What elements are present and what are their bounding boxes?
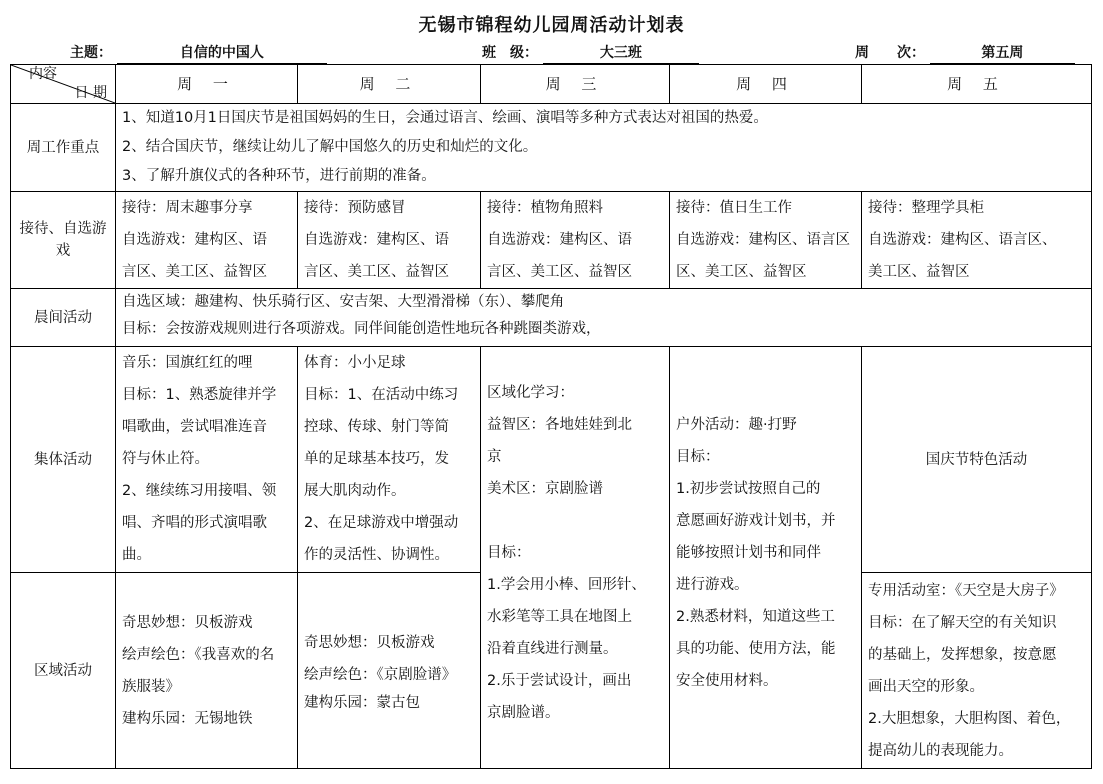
focus-row-label: 周工作重点: [11, 104, 116, 192]
corner-cell: [11, 65, 116, 104]
class-value: 大三班: [543, 42, 699, 64]
reception-row-label: 接待、自选游戏: [11, 192, 116, 289]
header-row: [11, 65, 1092, 104]
wednesday-combined-activity: 区域化学习： 益智区：各地娃娃到北 京 美术区：京剧脸谱 目标： 1.学会用小棒、回形针、 水彩笔等工具在地图上 沿着直线进行测量。 2.乐于尝试设计，画出 京剧脸谱。: [481, 347, 670, 769]
reception-monday: 接待：周末趣事分享 自选游戏：建构区、语 言区、美工区、益智区: [116, 192, 298, 289]
activity-plan-table: [10, 64, 1092, 769]
focus-line: 3、了解升旗仪式的各种环节，进行前期的准备。: [122, 168, 436, 184]
focus-content: [116, 104, 1092, 192]
reception-thursday: 接待：值日生工作 自选游戏：建构区、语言区 区、美工区、益智区: [670, 192, 862, 289]
corner-date-label: 日 期: [74, 85, 107, 101]
reception-tuesday: 接待：预防感冒 自选游戏：建构区、语 言区、美工区、益智区: [298, 192, 481, 289]
week-label: 周 次：: [855, 45, 925, 61]
week-value: 第五周: [930, 42, 1075, 64]
day-monday: 周 一: [116, 65, 298, 104]
class-label: 班 级：: [482, 45, 538, 61]
morning-row: [11, 289, 1092, 347]
focus-line: 2、结合国庆节，继续让幼儿了解中国悠久的历史和灿烂的文化。: [122, 139, 538, 155]
day-tuesday: 周 二: [298, 65, 481, 104]
day-friday: 周 五: [862, 65, 1092, 104]
morning-line: 目标：会按游戏规则进行各项游戏。同伴间能创造性地玩各种跳圈类游戏，: [122, 321, 601, 337]
group-monday: 音乐：国旗红红的哩 目标：1、熟悉旋律并学 唱歌曲，尝试唱准连音 符与休止符。 2、继续练习用接唱、领 唱、齐唱的形式演唱歌 曲。: [116, 347, 298, 573]
theme-value: 自信的中国人: [117, 42, 327, 64]
group-friday: 国庆节特色活动: [862, 347, 1092, 573]
area-friday: 专用活动室：《天空是大房子》 目标：在了解天空的有关知识 的基础上，发挥想象，按意愿 画出天空的形象。 2.大胆想象，大胆构图、着色， 提高幼儿的表现能力。: [862, 573, 1092, 769]
thursday-combined-activity: 户外活动：趣·打野 目标： 1.初步尝试按照自己的 意愿画好游戏计划书，并 能够按照计划书和同伴 进行游戏。 2.熟悉材料，知道这些工 具的功能、使用方法，能 安全使用材料。: [670, 347, 862, 769]
page-title: 无锡市锦程幼儿园周活动计划表: [418, 15, 685, 36]
morning-line: 自选区域：趣建构、快乐骑行区、安吉架、大型滑滑梯（东）、攀爬角: [122, 294, 565, 310]
area-tuesday: 奇思妙想：贝板游戏 绘声绘色：《京剧脸谱》 建构乐园：蒙古包: [298, 573, 481, 769]
area-row-label: 区域活动: [11, 573, 116, 769]
day-thursday: 周 四: [670, 65, 862, 104]
group-tuesday: 体育：小小足球 目标：1、在活动中练习 控球、传球、射门等简 单的足球基本技巧，发 展大肌肉动作。 2、在足球游戏中增强动 作的灵活性、协调性。: [298, 347, 481, 573]
theme-field: [70, 42, 327, 64]
theme-label: 主题：: [70, 45, 112, 61]
morning-row-label: 晨间活动: [11, 289, 116, 347]
reception-friday: 接待：整理学具柜 自选游戏：建构区、语言区、 美工区、益智区: [862, 192, 1092, 289]
area-monday: 奇思妙想：贝板游戏 绘声绘色：《我喜欢的名 族服装》 建构乐园：无锡地铁: [116, 573, 298, 769]
morning-content: [116, 289, 1092, 347]
reception-wednesday: 接待：植物角照料 自选游戏：建构区、语 言区、美工区、益智区: [481, 192, 670, 289]
group-row: [11, 347, 1092, 573]
day-wednesday: 周 三: [481, 65, 670, 104]
week-field: [855, 42, 1075, 64]
focus-line: 1、知道10月1日国庆节是祖国妈妈的生日，会通过语言、绘画、演唱等多种方式表达对祖国的热爱。: [122, 110, 768, 126]
class-field: [482, 42, 699, 64]
corner-content-label: 内容: [29, 66, 57, 82]
focus-row: [11, 104, 1092, 192]
group-row-label: 集体活动: [11, 347, 116, 573]
reception-row: [11, 192, 1092, 289]
